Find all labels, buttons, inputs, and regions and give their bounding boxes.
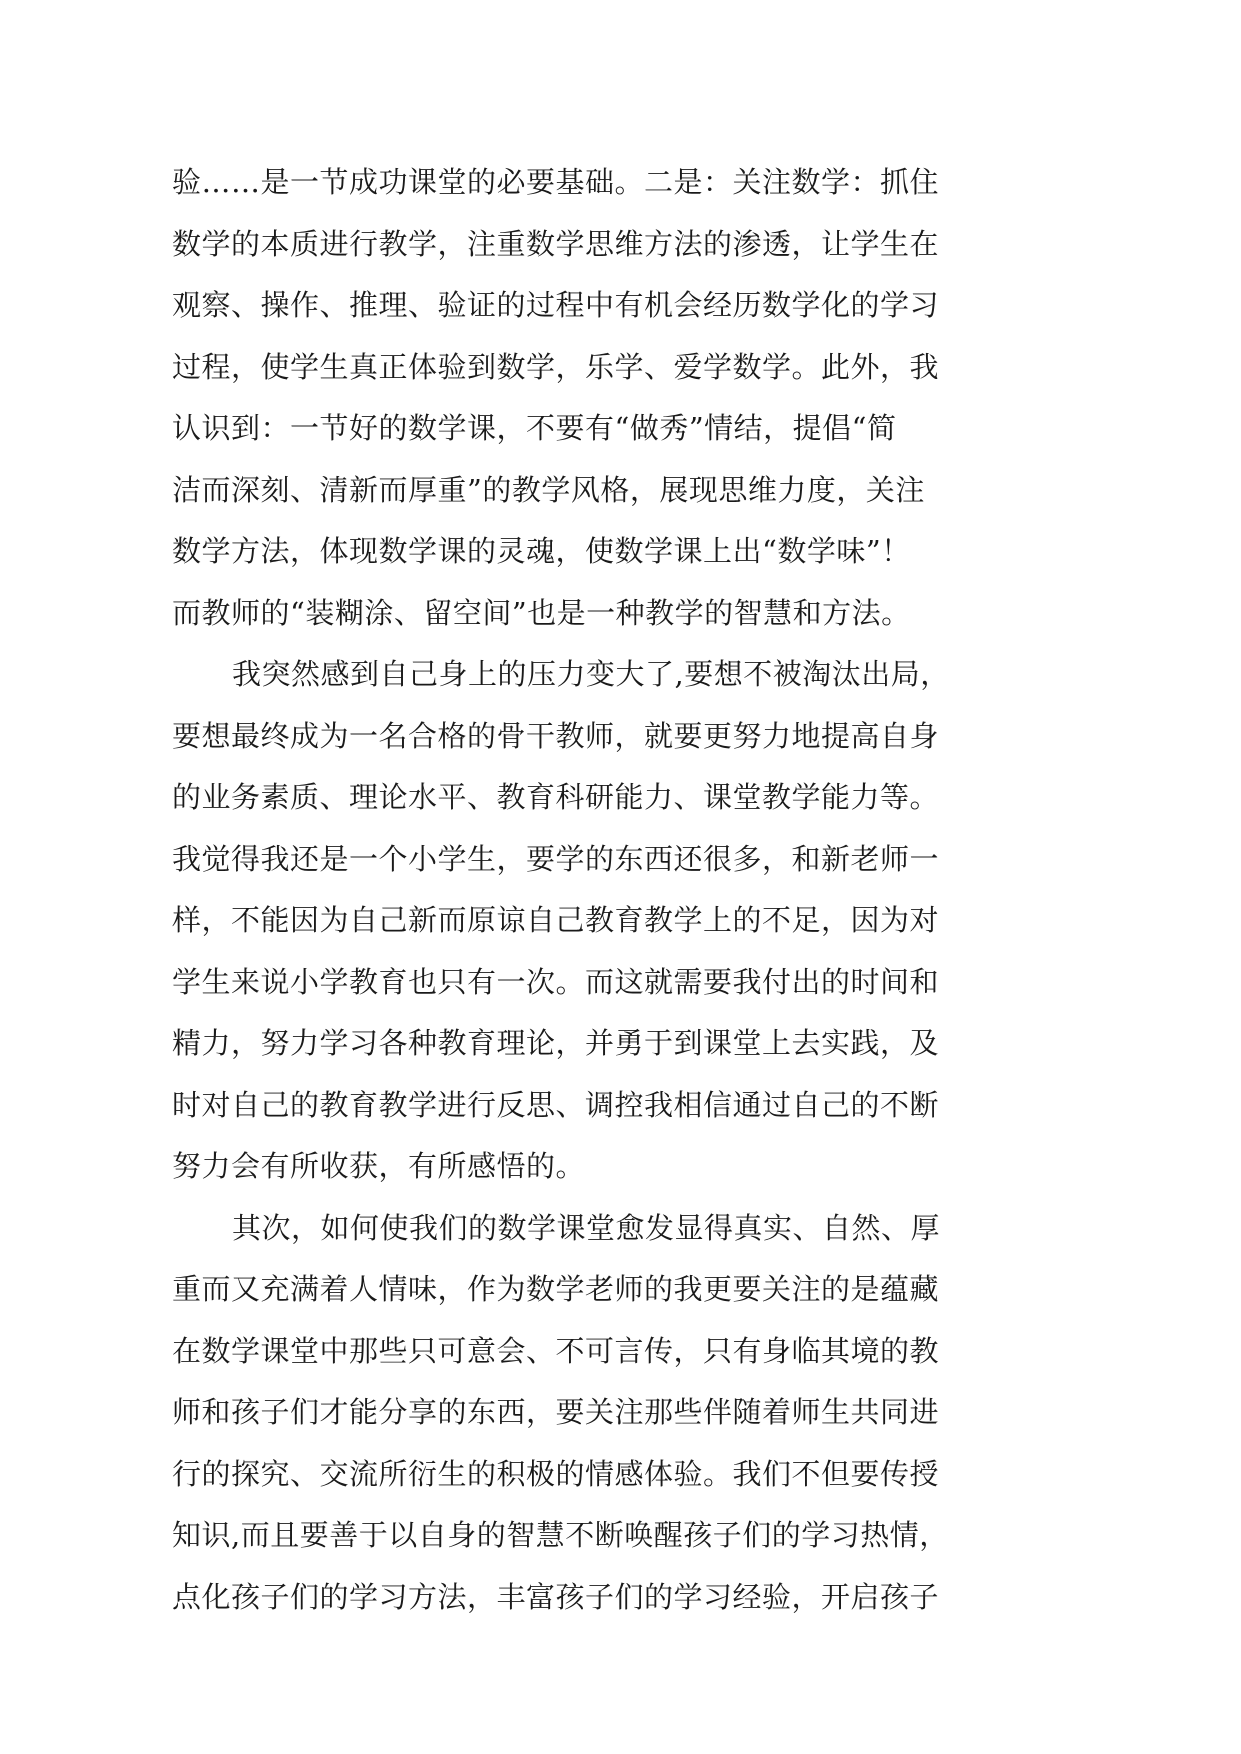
text-line: 数学的本质进行教学，注重数学思维方法的渗透，让学生在 <box>172 226 940 261</box>
text-line: 重而又充满着人情味，作为数学老师的我更要关注的是蕴藏 <box>172 1272 940 1306</box>
text-line: 的业务素质、理论水平、教育科研能力、课堂教学能力等。 <box>172 780 940 814</box>
text-line: 点化孩子们的学习方法，丰富孩子们的学习经验，开启孩子 <box>172 1579 940 1614</box>
text-line: 学生来说小学教育也只有一次。而这就需要我付出的时间和 <box>172 964 940 999</box>
text-line: 认识到：一节好的数学课，不要有“做秀”情结，提倡“简 <box>172 411 897 445</box>
text-line: 努力会有所收获，有所感悟的。 <box>172 1149 586 1183</box>
text-line: 要想最终成为一名合格的骨干教师，就要更努力地提高自身 <box>172 718 940 753</box>
text-line: 精力，努力学习各种教育理论，并勇于到课堂上去实践，及 <box>172 1026 940 1060</box>
text-line: 观察、操作、推理、验证的过程中有机会经历数学化的学习 <box>172 288 940 322</box>
text-line: 而教师的“装糊涂、留空间”也是一种教学的智慧和方法。 <box>172 595 911 630</box>
text-line: 洁而深刻、清新而厚重”的教学风格，展现思维力度，关注 <box>172 472 925 507</box>
text-body <box>172 152 952 1628</box>
text-line: 知识,而且要善于以自身的智慧不断唤醒孩子们的学习热情， <box>172 1518 949 1552</box>
paragraph-first-line: 我突然感到自己身上的压力变大了,要想不被淘汰出局， <box>232 657 950 691</box>
text-line: 我觉得我还是一个小学生，要学的东西还很多，和新老师一 <box>172 841 940 876</box>
text-line: 样，不能因为自己新而原谅自己教育教学上的不足，因为对 <box>172 903 940 937</box>
text-line: 行的探究、交流所衍生的积极的情感体验。我们不但要传授 <box>172 1456 940 1491</box>
text-line: 数学方法，体现数学课的灵魂，使数学课上出“数学味”！ <box>172 534 911 568</box>
text-line: 过程，使学生真正体验到数学，乐学、爱学数学。此外，我 <box>172 349 940 384</box>
text-line: 师和孩子们才能分享的东西，要关注那些伴随着师生共同进 <box>172 1395 940 1429</box>
text-line: 验……是一节成功课堂的必要基础。二是：关注数学：抓住 <box>172 165 940 199</box>
paragraph-first-line: 其次，如何使我们的数学课堂愈发显得真实、自然、厚 <box>232 1210 941 1245</box>
text-line: 时对自己的教育教学进行反思、调控我相信通过自己的不断 <box>172 1087 940 1122</box>
text-line: 在数学课堂中那些只可意会、不可言传，只有身临其境的教 <box>172 1333 940 1368</box>
